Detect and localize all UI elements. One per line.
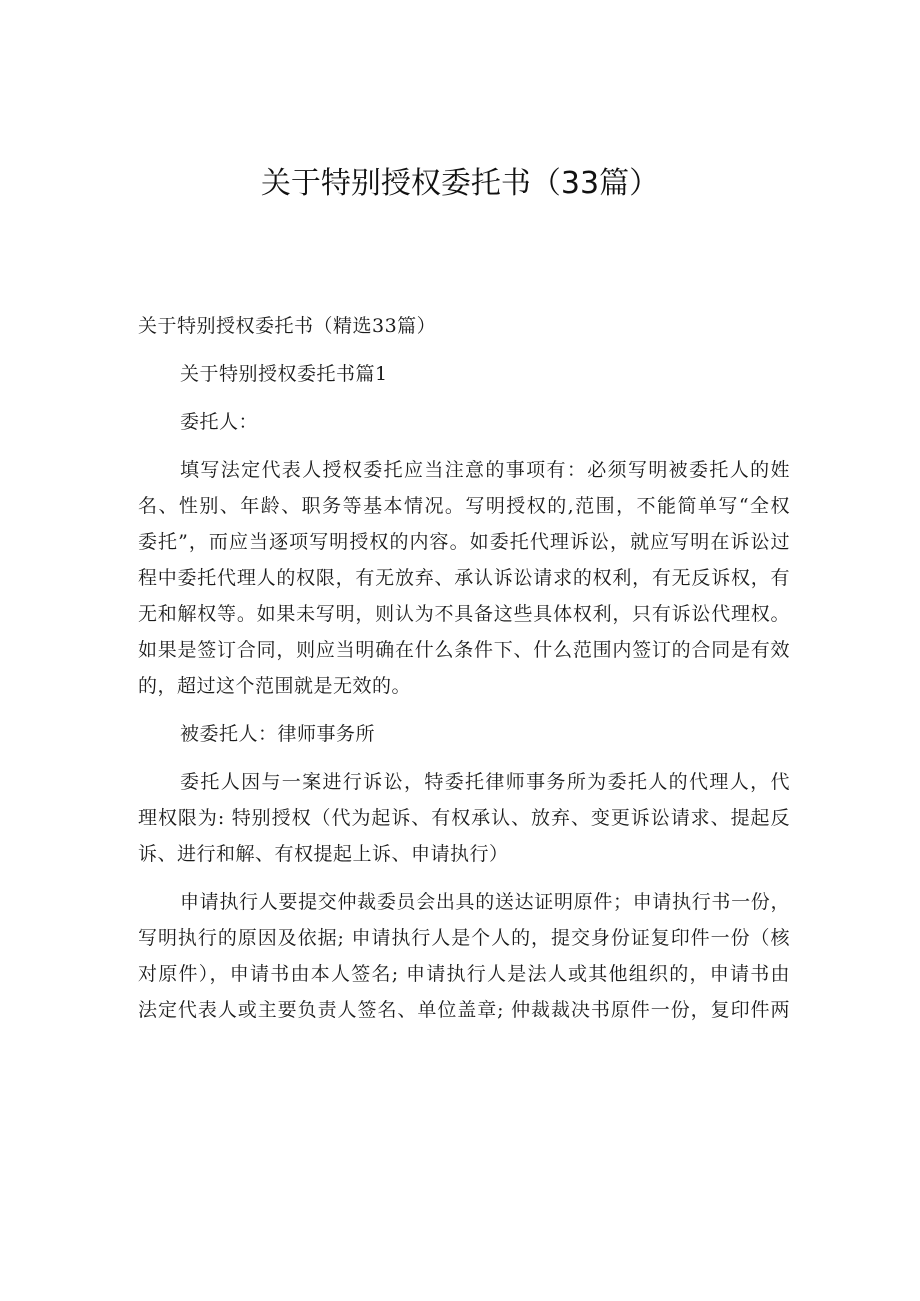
paragraph-instructions (138, 452, 790, 704)
paragraph-line: 写明执行的原因及依据; 申请执行人是个人的，提交身份证复印件一份（核 (138, 927, 790, 949)
agent-label: 被委托人：律师事务所 (180, 723, 376, 745)
document-body (138, 308, 790, 1028)
paragraph-execution (138, 884, 790, 1028)
paragraph-line: 诉、进行和解、有权提起上诉、申请执行） (138, 843, 509, 865)
paragraph-line: 对原件），申请书由本人签名; 申请执行人是法人或其他组织的，申请书由 (138, 963, 790, 985)
document-subtitle: 关于特别授权委托书（精选33篇） (138, 315, 437, 337)
paragraph-line: 如果是签订合同，则应当明确在什么条件下、什么范围内签订的合同是有效 (138, 639, 790, 661)
paragraph-line: 填写法定代表人授权委托应当注意的事项有：必须写明被委托人的姓 (180, 459, 790, 481)
paragraph-line: 法定代表人或主要负责人签名、单位盖章; 仲裁裁决书原件一份，复印件两 (138, 999, 790, 1021)
paragraph-line: 申请执行人要提交仲裁委员会出具的送达证明原件；申请执行书一份， (180, 891, 790, 913)
paragraph-line: 理权限为: 特别授权（代为起诉、有权承认、放弃、变更诉讼请求、提起反 (138, 807, 790, 829)
document-title: 关于特别授权委托书（33篇） (260, 166, 660, 201)
principal-label: 委托人： (180, 411, 259, 433)
paragraph-line: 委托人因与一案进行诉讼，特委托律师事务所为委托人的代理人，代 (180, 771, 790, 793)
paragraph-line: 委托”，而应当逐项写明授权的内容。如委托代理诉讼，就应写明在诉讼过 (138, 531, 790, 553)
paragraph-line: 名、性别、年龄、职务等基本情况。写明授权的,范围，不能简单写“全权 (138, 495, 790, 517)
paragraph-line: 的，超过这个范围就是无效的。 (138, 675, 412, 697)
paragraph-line: 程中委托代理人的权限，有无放弃、承认诉讼请求的权利，有无反诉权，有 (138, 567, 790, 589)
paragraph-line: 无和解权等。如果未写明，则认为不具备这些具体权利，只有诉讼代理权。 (138, 603, 790, 625)
paragraph-authorization (138, 764, 790, 872)
section-heading: 关于特别授权委托书篇1 (180, 363, 388, 385)
